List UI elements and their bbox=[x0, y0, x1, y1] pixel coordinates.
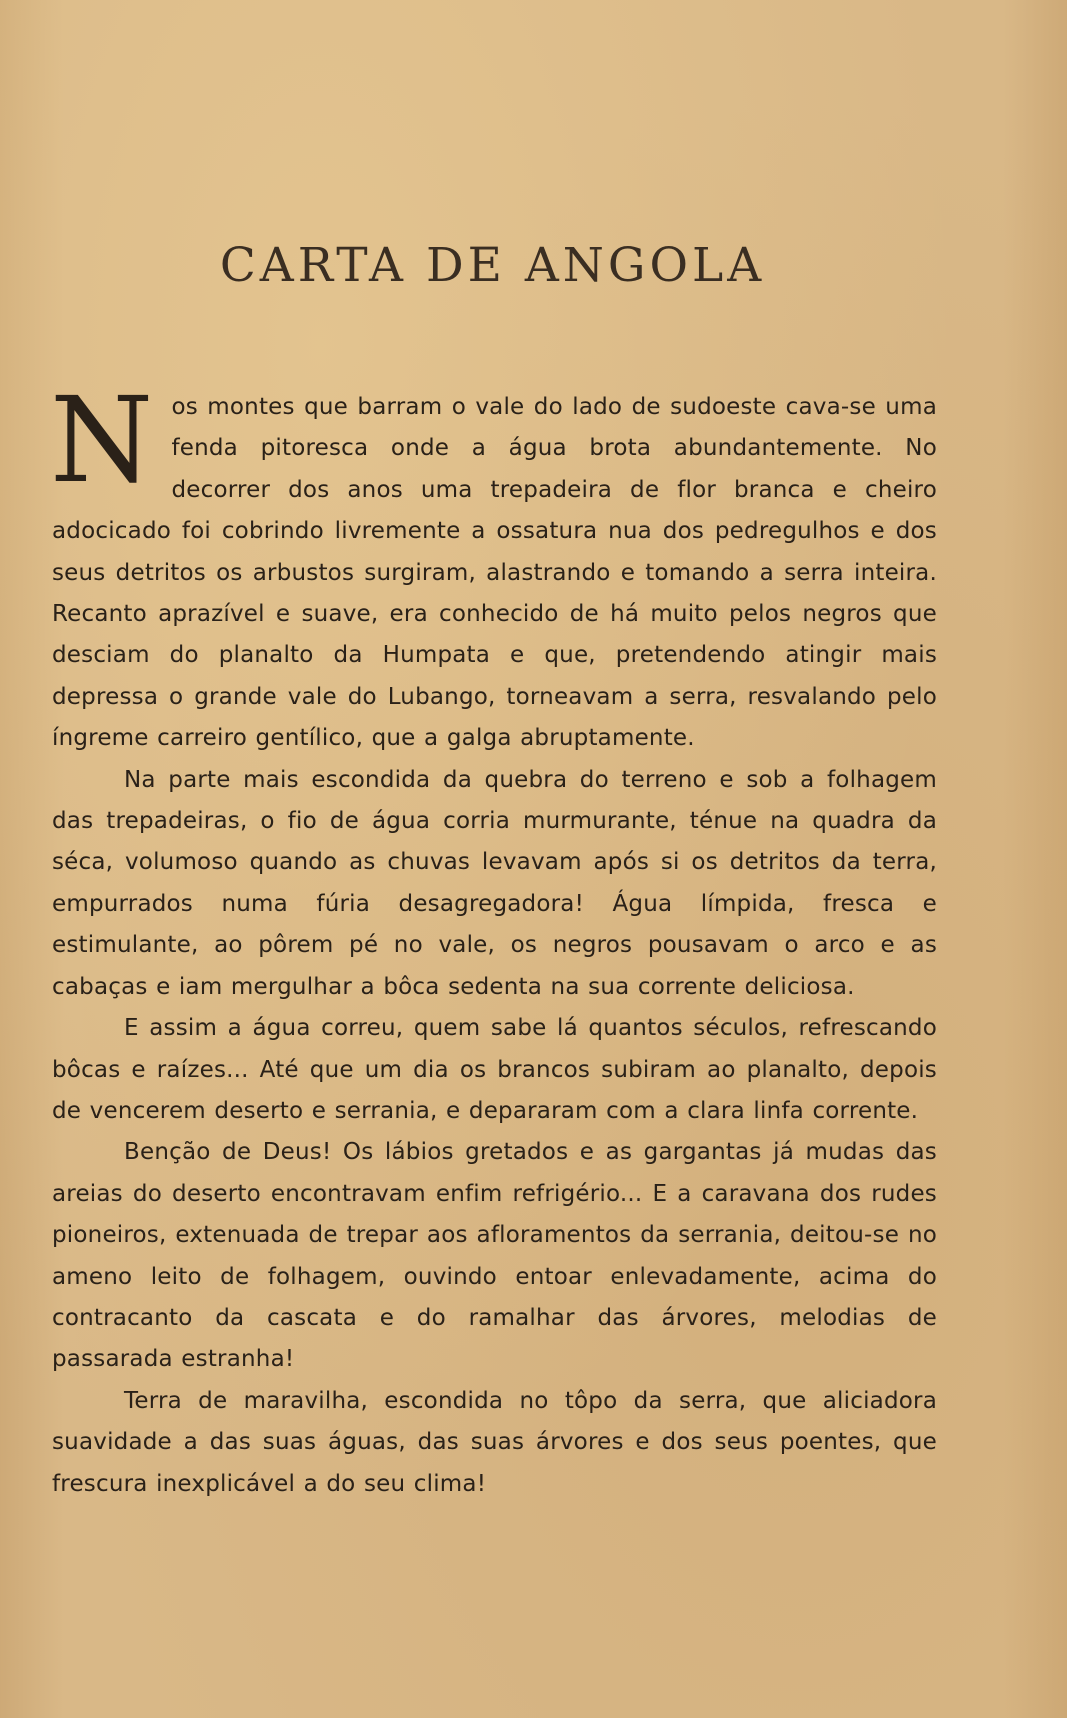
paragraph-1 bbox=[50, 371, 937, 760]
paragraph-1-text: os montes que barram o vale do lado de sudoeste cava-se uma fenda pitoresca onde a água brota abundantemente. No decorrer dos anos uma trepadeira de flor branca e cheiro adocicado foi cobrindo livremente a ossatura nua dos pedregulhos e dos seus detritos os arbustos surgiram, alastrando e tomando a serra inteira. Recanto aprazível e suave, era conhecido de há muito pelos negros que desciam do planalto da Humpata e que, pretendendo atingir mais depressa o grande vale do Lubango, torneavam a serra, resvalando pelo íngreme carreiro gentílico, que a galga abruptamente. bbox=[52, 394, 937, 752]
chapter-title: CARTA DE ANGOLA bbox=[219, 238, 766, 293]
paragraph-4: Benção de Deus! Os lábios gretados e as gargantas já mudas das areias do deserto encontravam enfim refrigério... E a caravana dos rudes pioneiros, extenuada de trepar aos afloramentos da serrania, deitou-se no ameno leito de folhagem, ouvindo entoar enlevadamente, acima do contracanto da cascata e do ramalhar das árvores, melodias de passarada estranha! bbox=[52, 1139, 937, 1373]
paragraph-3: E assim a água correu, quem sabe lá quantos séculos, refrescando bôcas e raízes... Até que um dia os brancos subiram ao planalto, depois de vencerem deserto e serrania, e depararam com a clara linfa corrente. bbox=[52, 1015, 937, 1124]
drop-cap: N bbox=[50, 371, 154, 509]
paragraph-5: Terra de maravilha, escondida no tôpo da serra, que aliciadora suavidade a das suas águas, das suas árvores e dos seus poentes, que frescura inexplicável a do seu clima! bbox=[52, 1387, 937, 1497]
paragraph-2: Na parte mais escondida da quebra do terreno e sob a folhagem das trepadeiras, o fio de água corria murmurante, ténue na quadra da séca, volumoso quando as chuvas levavam após si os detritos da terra, empurrados numa fúria desagregadora! Água límpida, fresca e estimulante, ao pôrem pé no vale, os negros pousavam o arco e as cabaças e iam mergulhar a bôca sedenta na sua corrente deliciosa. bbox=[52, 766, 937, 1000]
body-text bbox=[50, 371, 937, 1505]
